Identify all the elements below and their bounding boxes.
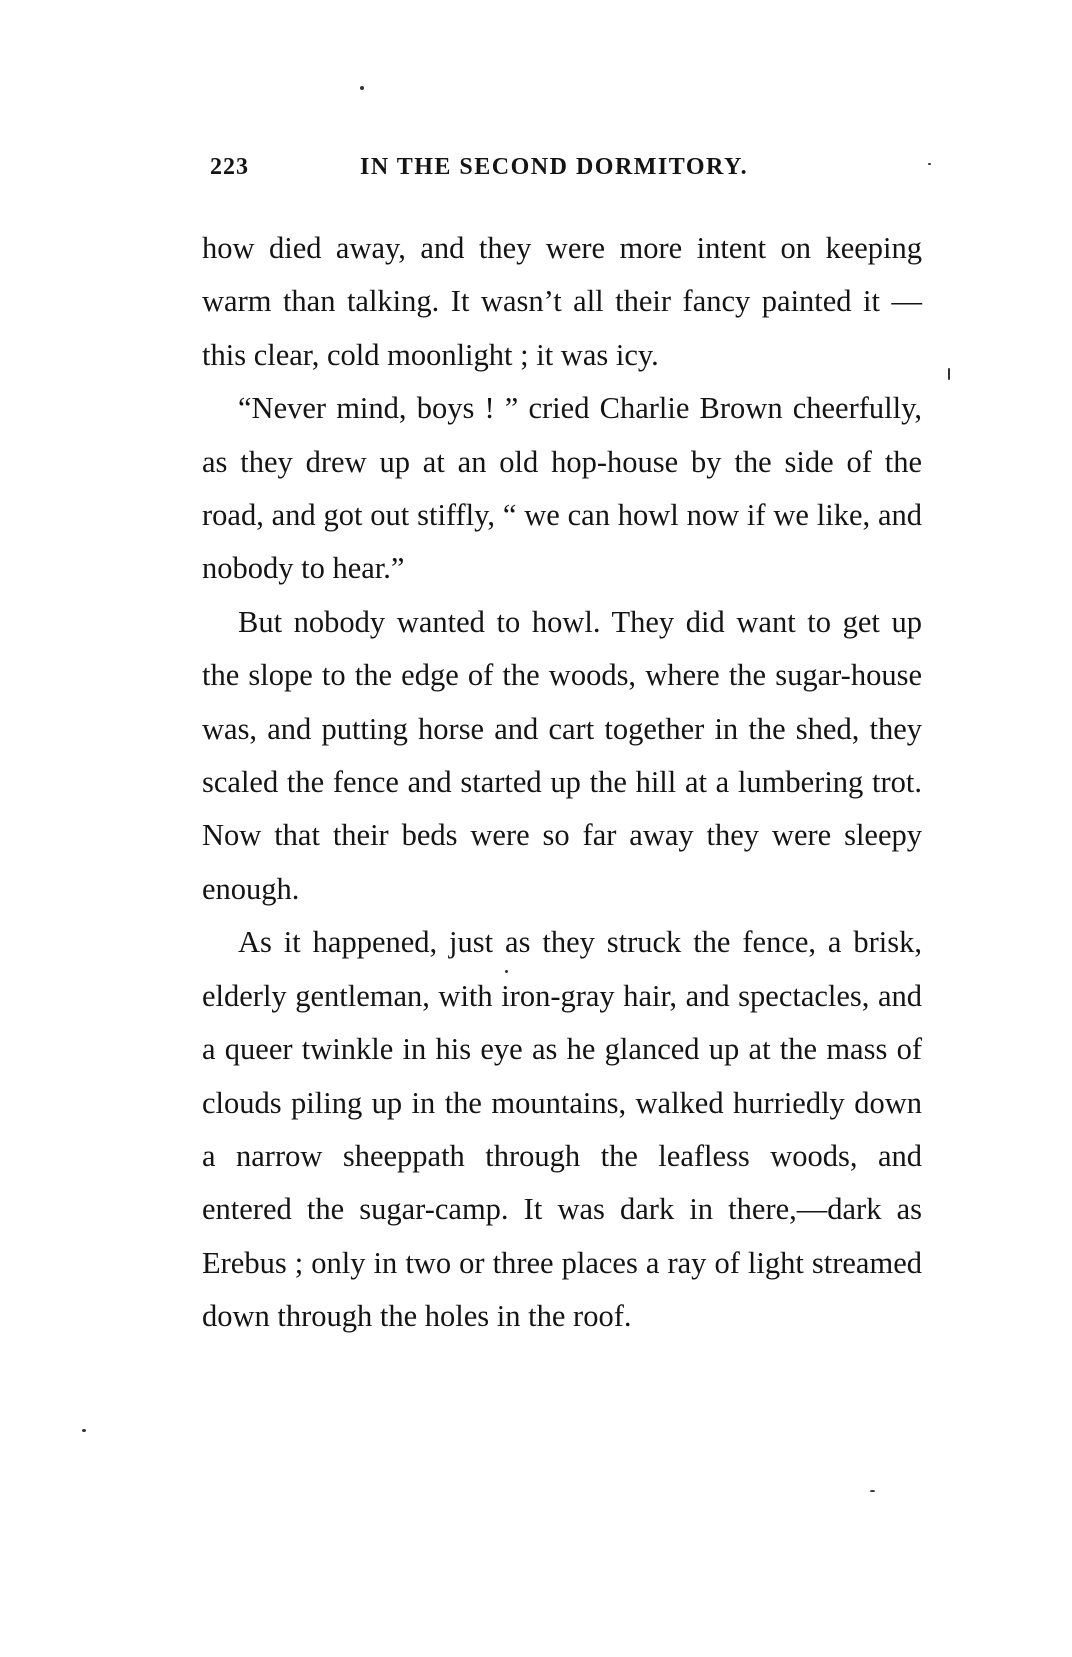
body-text bbox=[202, 222, 922, 1344]
paragraph: But nobody wanted to howl. They did want to get up the slope to the edge of the woods, where the sugar-house was, and putting horse and cart together in the shed, they scaled the fence and started up the hill at a lumbering trot. Now that their beds were so far away they were sleepy enough. bbox=[202, 604, 922, 906]
scan-speck bbox=[870, 1490, 875, 1492]
scan-speck bbox=[928, 163, 931, 165]
scan-speck bbox=[360, 86, 364, 90]
paragraph: how died away, and they were more intent on keeping warm than talking. It wasn’t all their fancy painted it — this clear, cold moonlight ; it was icy. bbox=[202, 231, 922, 372]
paragraph: As it happened, just as they struck the fence, a brisk, elderly gentleman, with iron-gray hair, and spectacles, and a queer twinkle in his eye as he glanced up at the mass of clouds piling up in the mountains, walked hurriedly down a narrow sheeppath through the leafless woods, and entered the sugar-camp. It was dark in there,—dark as Erebus ; only in two or three places a ray of light streamed down through the holes in the roof. bbox=[202, 925, 922, 1334]
page-number: 223 bbox=[210, 154, 249, 180]
scan-speck bbox=[505, 970, 508, 973]
scan-speck bbox=[948, 368, 950, 380]
scan-speck bbox=[82, 1429, 86, 1432]
running-head: IN THE SECOND DORMITORY. bbox=[360, 154, 749, 180]
page-header bbox=[210, 146, 930, 186]
paragraph: “Never mind, boys ! ” cried Charlie Brown cheerfully, as they drew up at an old hop-house by the side of the road, and got out stiffly, “ we can howl now if we like, and nobody to hear.” bbox=[202, 391, 922, 586]
